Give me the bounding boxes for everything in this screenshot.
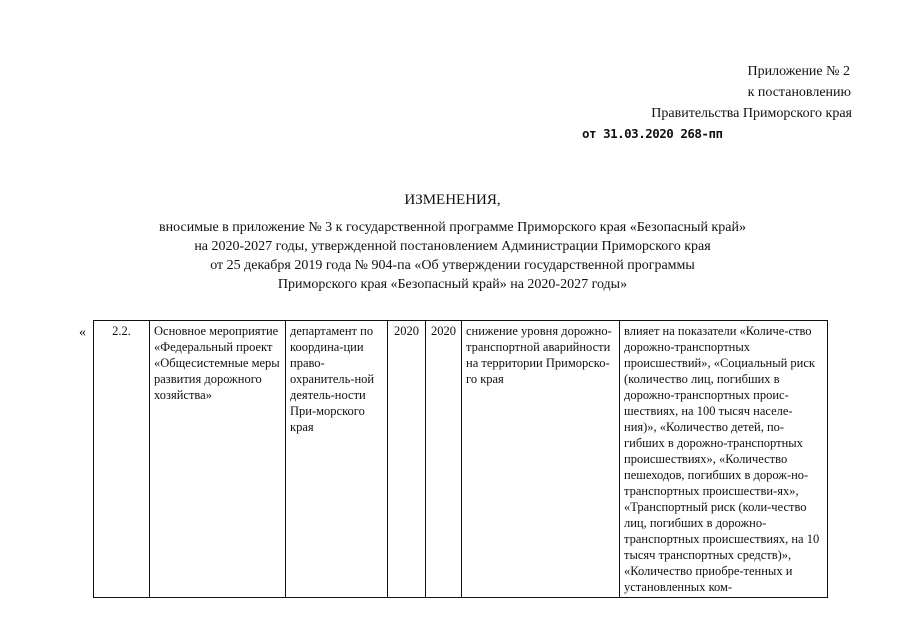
cell-activity-name: Основное мероприятие «Федеральный проект «Общесистемные меры развития дорожного хозяйства»: [150, 321, 286, 598]
cell-year-start: 2020: [388, 321, 426, 598]
appendix-label: Приложение № 2: [747, 64, 850, 79]
document-subtitle: [120, 218, 785, 294]
cell-year-end: 2020: [426, 321, 462, 598]
cell-indicator-impact: влияет на показатели «Количе-ство дорожно-транспортных происшествий», «Социальный риск (количество лиц, погибших в дорожно-транспортных проис-шествиях, на 100 тысяч населе-ния)», «Количество детей, по-гибших в дорожно-транспортных происшествиях», «Количество пешеходов, погибших в дорож-но-транспортных происшестви-ях», «Транспортный риск (коли-чество лиц, погибших в дорожно-транспортных происшествиях, на 10 тысяч транспортных средств)», «Количество приобре-тенных и установленных ком-: [620, 321, 828, 598]
document-title: ИЗМЕНЕНИЯ,: [404, 192, 501, 208]
subtitle-line: вносимые в приложение № 3 к государственной программе Приморского края «Безопасный край»: [159, 220, 746, 235]
changes-table: [93, 320, 828, 598]
subtitle-line: на 2020-2027 годы, утвержденной постановлением Администрации Приморского края: [194, 239, 711, 254]
cell-item-number: 2.2.: [94, 321, 150, 598]
cell-expected-result: снижение уровня дорожно-транспортной аварийности на территории Приморско-го края: [462, 321, 620, 598]
approval-date-stamp: от 31.03.2020 268-пп: [582, 126, 723, 141]
approval-block: [582, 61, 852, 141]
cell-executor: департамент по координа-ции право-охранитель-ной деятель-ности При-морского края: [286, 321, 388, 598]
resolution-label: к постановлению: [747, 85, 851, 100]
government-label: Правительства Приморского края: [651, 106, 852, 121]
subtitle-line: от 25 декабря 2019 года № 904-па «Об утверждении государственной программы: [210, 258, 695, 273]
opening-quote: «: [79, 325, 86, 340]
table-row: [94, 321, 828, 598]
subtitle-line: Приморского края «Безопасный край» на 2020-2027 годы»: [277, 277, 628, 292]
